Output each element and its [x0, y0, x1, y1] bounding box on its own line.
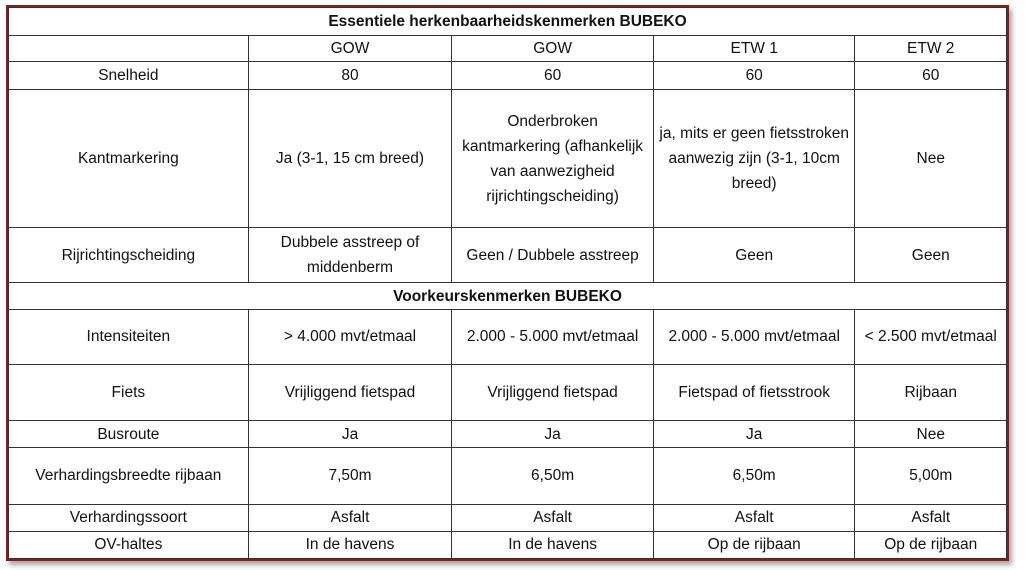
- row-label: Kantmarkering: [9, 90, 249, 228]
- table-cell: In de havens: [248, 531, 452, 558]
- row-label: Fiets: [9, 364, 249, 420]
- table-cell: 2.000 - 5.000 mvt/etmaal: [452, 309, 654, 364]
- table-cell: 7,50m: [248, 448, 452, 504]
- row-label: Verhardingssoort: [9, 504, 249, 531]
- section-title: Voorkeurskenmerken BUBEKO: [9, 283, 1007, 309]
- table-cell: < 2.500 mvt/etmaal: [855, 309, 1007, 364]
- table-row: [9, 62, 1007, 90]
- table-cell: Vrijliggend fietspad: [248, 364, 452, 420]
- table-cell: Ja (3-1, 15 cm breed): [248, 90, 452, 228]
- table-cell: Geen: [855, 228, 1007, 283]
- table-cell: Onderbroken kantmarkering (afhankelijk van aanwezigheid rijrichtingscheiding): [452, 90, 654, 228]
- table-cell: 80: [248, 62, 452, 90]
- header-cell: ETW 2: [855, 36, 1007, 62]
- row-label: OV-haltes: [9, 531, 249, 558]
- table-row: [9, 364, 1007, 420]
- table-cell: Nee: [855, 90, 1007, 228]
- row-label: Rijrichtingscheiding: [9, 228, 249, 283]
- table-row: [9, 309, 1007, 364]
- table-cell: Nee: [855, 421, 1007, 448]
- table-cell: ja, mits er geen fietsstroken aanwezig zijn (3-1, 10cm breed): [653, 90, 855, 228]
- table-cell: Asfalt: [855, 504, 1007, 531]
- table-cell: 6,50m: [452, 448, 654, 504]
- header-cell: GOW: [248, 36, 452, 62]
- table-cell: 60: [855, 62, 1007, 90]
- table-cell: Geen: [653, 228, 855, 283]
- title-row: [9, 8, 1007, 36]
- row-label: Busroute: [9, 421, 249, 448]
- header-cell: ETW 1: [653, 36, 855, 62]
- table-cell: Ja: [452, 421, 654, 448]
- table-title: Essentiele herkenbaarheidskenmerken BUBEKO: [9, 8, 1007, 36]
- table-cell: > 4.000 mvt/etmaal: [248, 309, 452, 364]
- table-row: [9, 448, 1007, 504]
- table-cell: Asfalt: [248, 504, 452, 531]
- row-label: Intensiteiten: [9, 309, 249, 364]
- table-cell: 5,00m: [855, 448, 1007, 504]
- table-row: [9, 531, 1007, 558]
- table-row: [9, 421, 1007, 448]
- table-cell: 60: [653, 62, 855, 90]
- table-cell: Fietspad of fietsstrook: [653, 364, 855, 420]
- table-cell: Vrijliggend fietspad: [452, 364, 654, 420]
- table-row: [9, 504, 1007, 531]
- row-label: Verhardingsbreedte rijbaan: [9, 448, 249, 504]
- header-row: [9, 36, 1007, 62]
- table-cell: In de havens: [452, 531, 654, 558]
- characteristics-table: [8, 7, 1007, 559]
- table-cell: Ja: [653, 421, 855, 448]
- row-label: Snelheid: [9, 62, 249, 90]
- table-cell: Asfalt: [452, 504, 654, 531]
- table-row: [9, 90, 1007, 228]
- table-cell: Dubbele asstreep of middenberm: [248, 228, 452, 283]
- header-cell: GOW: [452, 36, 654, 62]
- subtitle-row: [9, 283, 1007, 309]
- table-cell: Ja: [248, 421, 452, 448]
- table-row: [9, 228, 1007, 283]
- table-cell: Asfalt: [653, 504, 855, 531]
- table-cell: Geen / Dubbele asstreep: [452, 228, 654, 283]
- table-cell: 2.000 - 5.000 mvt/etmaal: [653, 309, 855, 364]
- table-cell: Op de rijbaan: [855, 531, 1007, 558]
- table-cell: 60: [452, 62, 654, 90]
- header-cell: [9, 36, 249, 62]
- table-frame: [6, 5, 1009, 561]
- table-cell: 6,50m: [653, 448, 855, 504]
- table-cell: Rijbaan: [855, 364, 1007, 420]
- table-cell: Op de rijbaan: [653, 531, 855, 558]
